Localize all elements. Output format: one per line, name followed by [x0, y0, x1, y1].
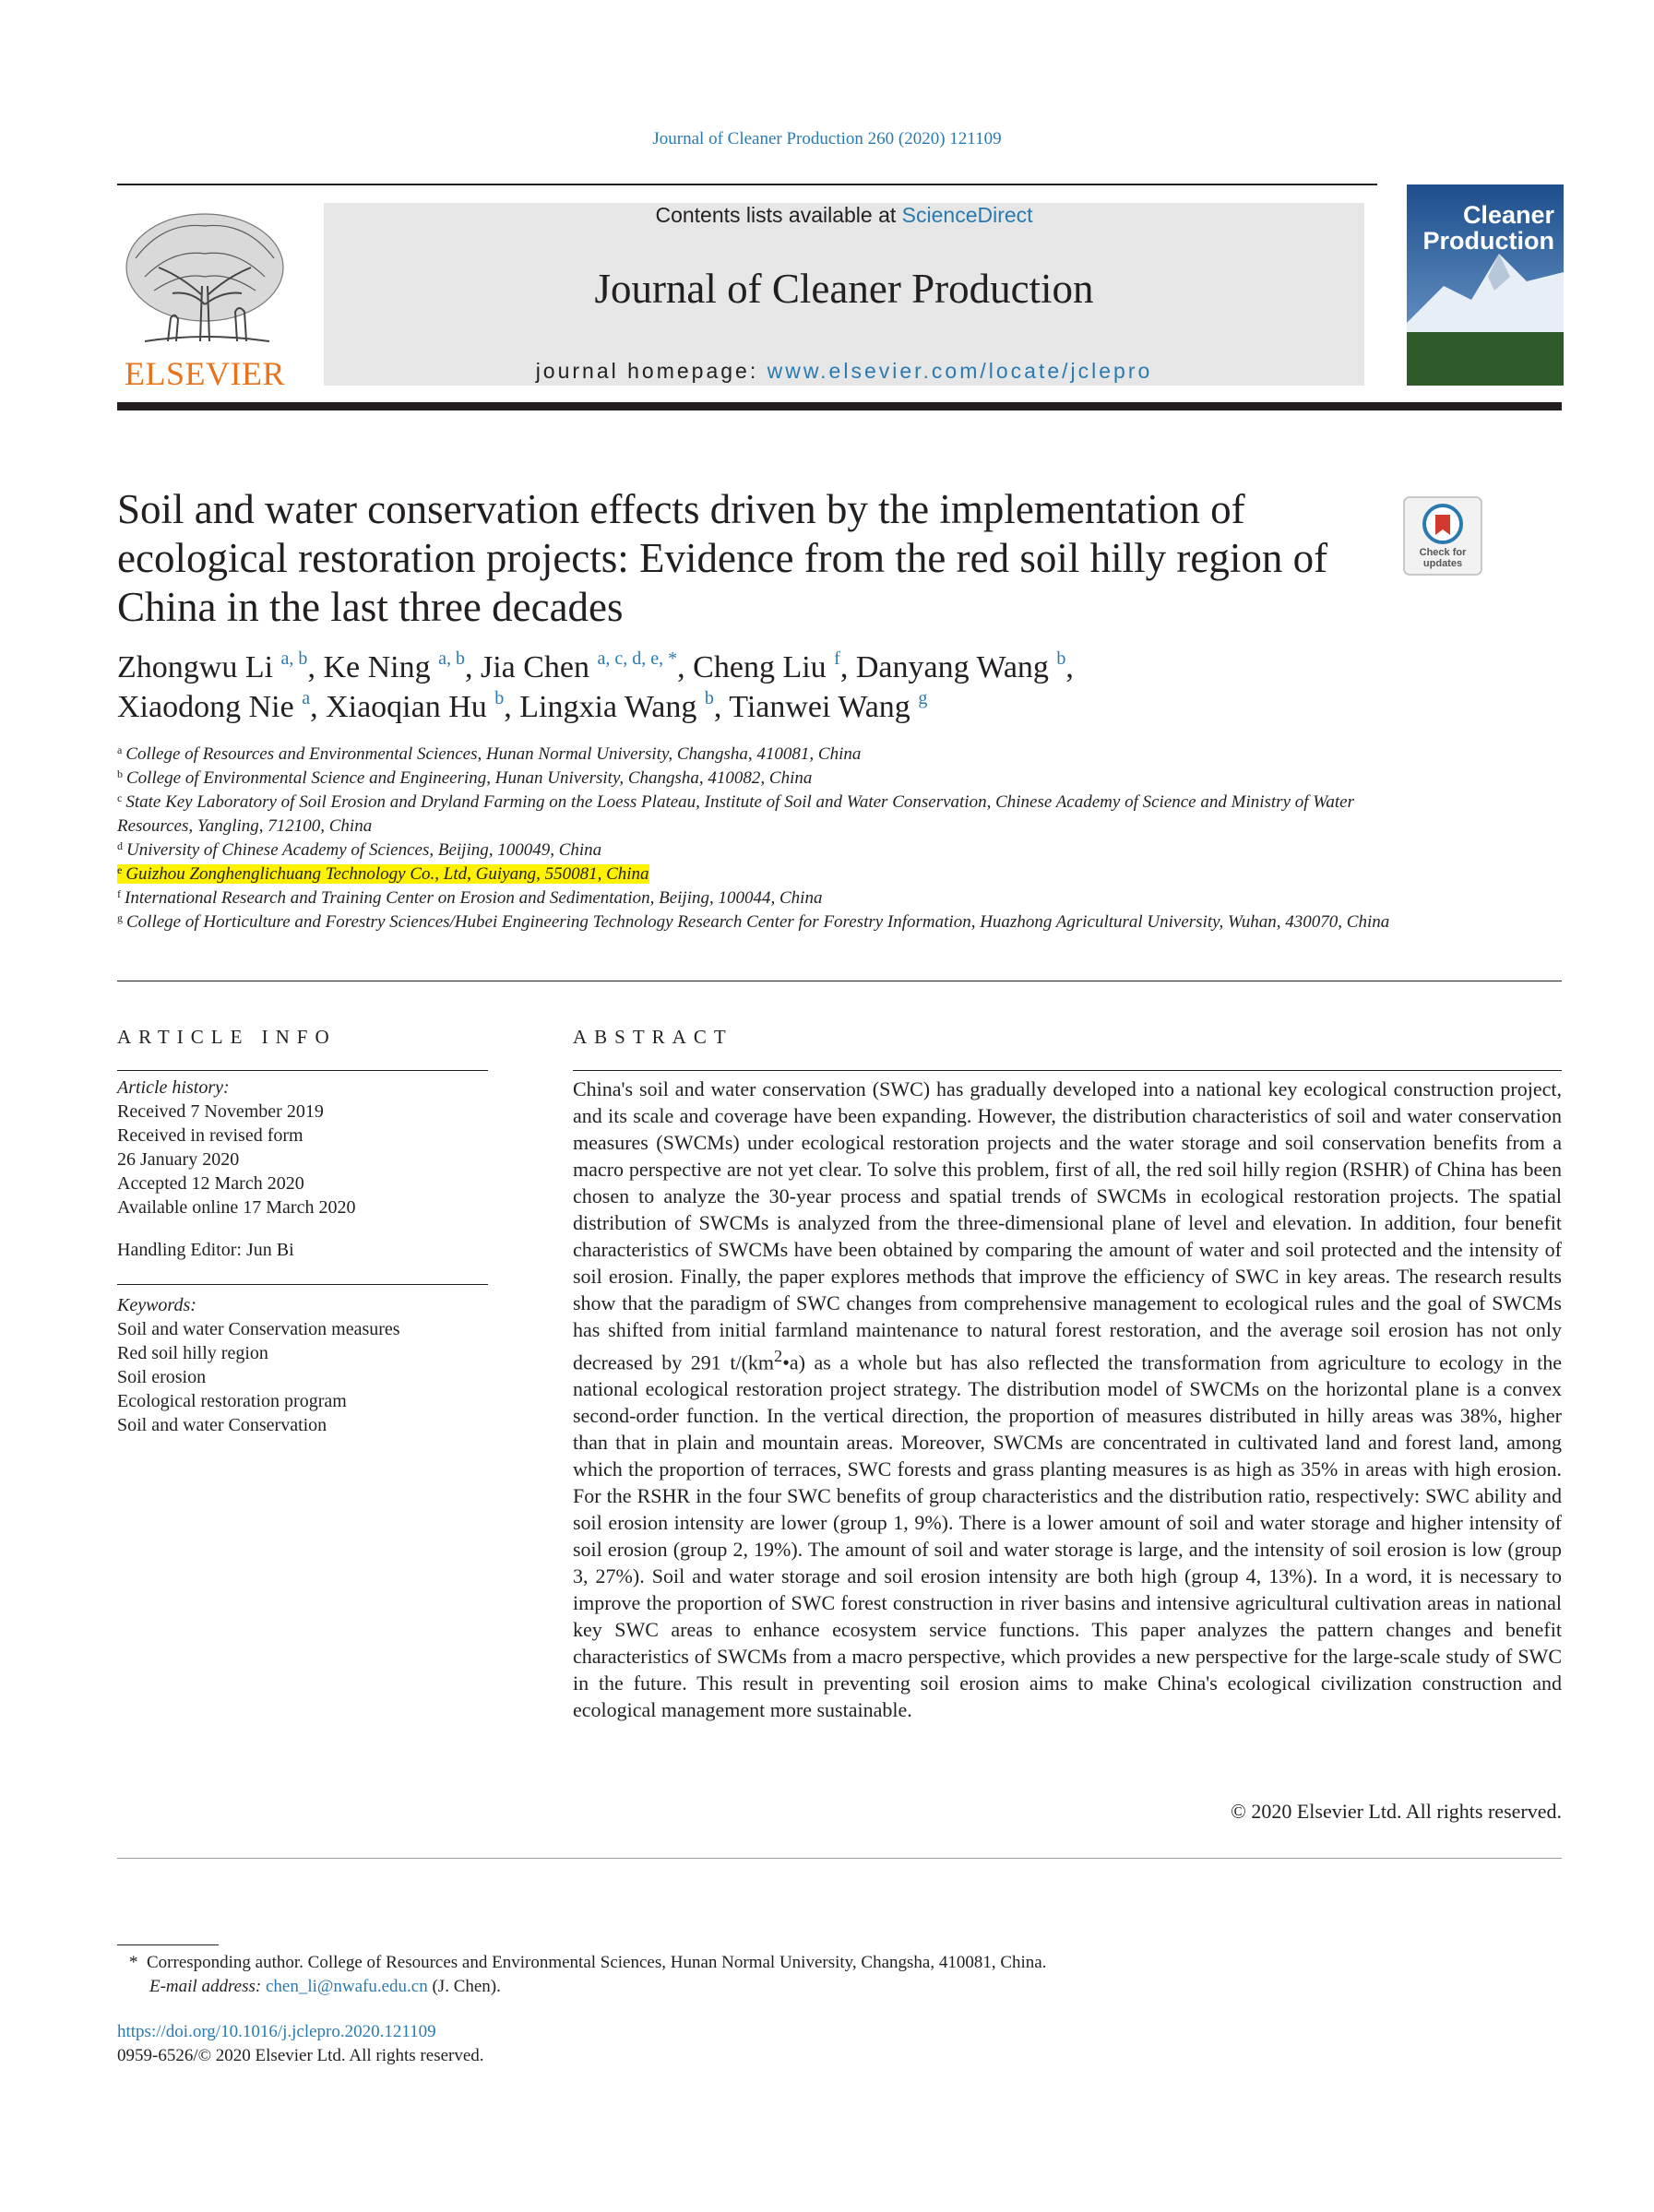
- author[interactable]: [481, 650, 693, 684]
- author-name: Xiaoqian Hu: [326, 690, 487, 724]
- article-info-divider: [117, 1070, 488, 1071]
- corresponding-author-note: [129, 1951, 1513, 1975]
- footnote-divider: [117, 1944, 219, 1945]
- abstract-heading: ABSTRACT: [573, 1026, 733, 1048]
- author-separator: ,: [307, 650, 324, 684]
- journal-name: Journal of Cleaner Production: [594, 266, 1094, 312]
- article-title: Soil and water conservation effects driven by the implementation of ecological restoration projects: Evidence from the red soil hilly region of China in the last three decades: [117, 486, 1328, 630]
- email-note: [149, 1975, 1533, 1999]
- author-name: Zhongwu Li: [117, 650, 274, 684]
- author-separator: ,: [839, 650, 856, 684]
- history-item: Accepted 12 March 2020: [117, 1173, 304, 1194]
- affiliation-key: c: [117, 791, 123, 804]
- author[interactable]: [856, 650, 1074, 684]
- article-history-label: Article history:: [117, 1077, 230, 1098]
- keyword-item[interactable]: Soil and water Conservation measures: [117, 1319, 400, 1339]
- footnote-marker: *: [129, 1953, 138, 1972]
- author-affiliation-marks[interactable]: b: [704, 688, 714, 708]
- history-item: Received 7 November 2019: [117, 1101, 324, 1122]
- header-top-rule: [117, 184, 1377, 185]
- sciencedirect-link[interactable]: ScienceDirect: [901, 203, 1033, 227]
- author-affiliation-marks[interactable]: g: [918, 688, 928, 708]
- affiliation-key: b: [117, 767, 123, 780]
- author-affiliation-marks[interactable]: f: [834, 648, 840, 669]
- abstract-divider: [573, 1070, 1562, 1071]
- cover-title-line1: Cleaner: [1462, 201, 1554, 229]
- email-link[interactable]: chen_li@nwafu.edu.cn: [265, 1977, 428, 1996]
- author[interactable]: [117, 690, 326, 724]
- keyword-item[interactable]: Ecological restoration program: [117, 1391, 347, 1411]
- author-name: Xiaodong Nie: [117, 690, 294, 724]
- affiliation-item: [117, 743, 1390, 767]
- abstract-text: [573, 1076, 1562, 1723]
- journal-cover-thumbnail[interactable]: [1407, 184, 1564, 386]
- keywords-label: Keywords:: [117, 1295, 196, 1315]
- affiliation-list: [117, 743, 1390, 934]
- affiliation-text: College of Horticulture and Forestry Sciences/Hubei Engineering Technology Research Center for Forestry Information, Huazhong Agricultural University, Wuhan, 430070, China: [126, 912, 1390, 932]
- affiliation-key: a: [117, 743, 123, 756]
- check-updates-line2: updates: [1422, 558, 1463, 569]
- abstract-unit-superscript: 2: [774, 1347, 783, 1365]
- article-info-heading: ARTICLE INFO: [117, 1026, 337, 1048]
- history-item: Available online 17 March 2020: [117, 1197, 356, 1218]
- author-affiliation-marks[interactable]: b: [1056, 648, 1066, 669]
- cover-title-line2: Production: [1422, 227, 1554, 255]
- author-affiliation-marks[interactable]: b: [494, 688, 505, 708]
- affiliation-highlight: [117, 864, 649, 884]
- affiliation-item: [117, 791, 1390, 838]
- affiliation-item: [117, 886, 1390, 910]
- homepage-link[interactable]: www.elsevier.com/locate/jclepro: [767, 359, 1153, 383]
- author-affiliation-marks[interactable]: a, b: [438, 648, 465, 669]
- contents-availability-line: [324, 203, 1364, 228]
- keyword-item[interactable]: Soil and water Conservation: [117, 1415, 327, 1435]
- journal-citation[interactable]: Journal of Cleaner Production 260 (2020) 121109: [652, 129, 1002, 149]
- affiliation-key: d: [117, 839, 123, 852]
- author-name: Ke Ning: [323, 650, 431, 684]
- author-separator: ,: [464, 650, 481, 684]
- check-for-updates-badge[interactable]: [1403, 496, 1482, 576]
- affiliation-key: e: [117, 863, 123, 876]
- affiliation-item: [117, 910, 1390, 934]
- author-name: Jia Chen: [480, 650, 590, 684]
- affiliation-item: [117, 767, 1390, 791]
- affiliation-text: State Key Laboratory of Soil Erosion and Dryland Farming on the Loess Plateau, Institute of Soil and Water Conservation, Chinese Academy of Science and Ministry of Water Resources, Yangling, 712100, China: [117, 792, 1354, 836]
- author-name: Tianwei Wang: [729, 690, 910, 724]
- author-affiliation-marks[interactable]: a, c, d, e, *: [597, 648, 678, 669]
- author-list: [117, 648, 1390, 727]
- affiliation-item-highlighted: [117, 862, 1390, 886]
- affiliation-key: g: [117, 911, 123, 924]
- author[interactable]: [117, 650, 323, 684]
- author-separator: ,: [504, 690, 520, 724]
- author-name: Cheng Liu: [693, 650, 827, 684]
- affiliation-text: International Research and Training Center on Erosion and Sedimentation, Beijing, 100044, China: [125, 888, 823, 908]
- doi-link[interactable]: https://doi.org/10.1016/j.jclepro.2020.121109: [117, 2022, 436, 2041]
- author-separator: ,: [713, 690, 730, 724]
- author[interactable]: [326, 690, 519, 724]
- author[interactable]: [729, 690, 927, 724]
- author-affiliation-marks[interactable]: a: [302, 688, 311, 708]
- corresponding-author-text: Corresponding author. College of Resources and Environmental Sciences, Hunan Normal University, Changsha, 410081, China.: [147, 1953, 1047, 1972]
- handling-editor: Handling Editor: Jun Bi: [117, 1240, 294, 1260]
- keyword-item[interactable]: Soil erosion: [117, 1367, 207, 1387]
- homepage-label: journal homepage:: [535, 359, 768, 383]
- abstract-text-part1: China's soil and water conservation (SWC) has gradually developed into a national key ecological construction project, and its scale and coverage have been expanding. However, the distribution characteristics of soil and water conservation measures (SWCMs) under ecological restoration projects and the water storage and soil conservation benefits from a macro perspective are not yet clear. To solve this problem, first of all, the red soil hilly region (RSHR) of China has been chosen to analyze the 30-year process and spatial trends of SWCMs in ecological restoration projects. The spatial distribution of SWCMs is analyzed from the three-dimensional plane of level and elevation. In addition, four benefit characteristics of SWCMs have been obtained by comparing the amount of water and soil protected and the intensity of soil erosion. Finally, the paper explores methods that improve the efficiency of SWC in key areas. The research results show that the paradigm of SWC changes from comprehensive management to ecological rules and the goal of SWCMs has shifted from initial farmland maintenance to natural forest restoration, and the average soil erosion has not only decreased by 291 t/(km: [573, 1077, 1562, 1374]
- keywords-block: [117, 1293, 505, 1437]
- abstract-copyright: © 2020 Elsevier Ltd. All rights reserved.: [1231, 1800, 1562, 1823]
- affiliation-text: College of Environmental Science and Engineering, Hunan University, Changsha, 410082, China: [126, 768, 813, 788]
- keyword-item[interactable]: Red soil hilly region: [117, 1343, 268, 1363]
- author-separator: ,: [310, 690, 327, 724]
- abstract-end-divider: [117, 1858, 1562, 1859]
- affiliation-item: [117, 838, 1390, 862]
- affiliation-text: College of Resources and Environmental Sciences, Hunan Normal University, Changsha, 410081, China: [125, 744, 862, 764]
- issn-copyright: 0959-6526/© 2020 Elsevier Ltd. All rights reserved.: [117, 2046, 484, 2065]
- elsevier-wordmark: ELSEVIER: [125, 355, 285, 392]
- contents-prefix: Contents lists available at: [655, 203, 902, 227]
- header-bottom-rule: [117, 402, 1562, 410]
- author[interactable]: [693, 650, 856, 684]
- author[interactable]: [519, 690, 729, 724]
- abstract-text-part2: •a) as a whole but has also reflected the transformation from agriculture to ecology in the national ecological restoration project strategy. The distribution model of SWCMs on the horizontal plane is a convex second-order function. In the vertical direction, the proportion of measures distributed in hilly areas was 38%, higher than that in plain and mountain areas. Moreover, SWCMs are concentrated in cultivated land and forest land, among which the proportion of terraces, SWC forests and grass planting measures is as high as 35% in areas with high erosion. For the RSHR in the four SWC benefits of group characteristics and the distribution ratio, respectively: SWC ability and soil erosion intensity are lower (group 1, 9%). There is a lower amount of soil and water storage and higher intensity of soil erosion (group 2, 19%). The amount of soil and water storage is large, and the intensity of soil erosion is low (group 3, 27%). Soil and water storage and soil erosion intensity are both high (group 4, 13%). In a word, it is necessary to improve the proportion of SWC forest construction in river basins and intensive agricultural cultivation areas in national key SWC areas to enhance ecosystem service functions. This paper analyzes the pattern changes and benefit characteristics of SWCMs from a macro perspective, which provides a new perspective for the large-scale study of SWC in the future. This result in preventing soil erosion aims to make China's ecological civilization construction and ecological management more sustainable.: [573, 1350, 1562, 1722]
- email-suffix: (J. Chen).: [432, 1977, 501, 1996]
- affiliation-key: f: [117, 887, 121, 900]
- author-separator: ,: [677, 650, 694, 684]
- author[interactable]: [323, 650, 481, 684]
- author-name: Lingxia Wang: [519, 690, 697, 724]
- email-label: E-mail address:: [149, 1977, 262, 1996]
- author-name: Danyang Wang: [855, 650, 1049, 684]
- history-item: Received in revised form: [117, 1125, 303, 1146]
- author-affiliation-marks[interactable]: a, b: [280, 648, 308, 669]
- affiliation-text: University of Chinese Academy of Sciences, Beijing, 100049, China: [126, 840, 602, 860]
- article-history: [117, 1076, 505, 1219]
- author-separator: ,: [1065, 650, 1074, 684]
- affiliation-text: Guizhou Zonghenglichuang Technology Co., Ltd, Guiyang, 550081, China: [125, 864, 649, 884]
- history-item: 26 January 2020: [117, 1149, 240, 1170]
- keywords-divider: [117, 1284, 488, 1285]
- journal-homepage-line: [324, 359, 1364, 384]
- check-updates-line1: Check for: [1419, 547, 1467, 558]
